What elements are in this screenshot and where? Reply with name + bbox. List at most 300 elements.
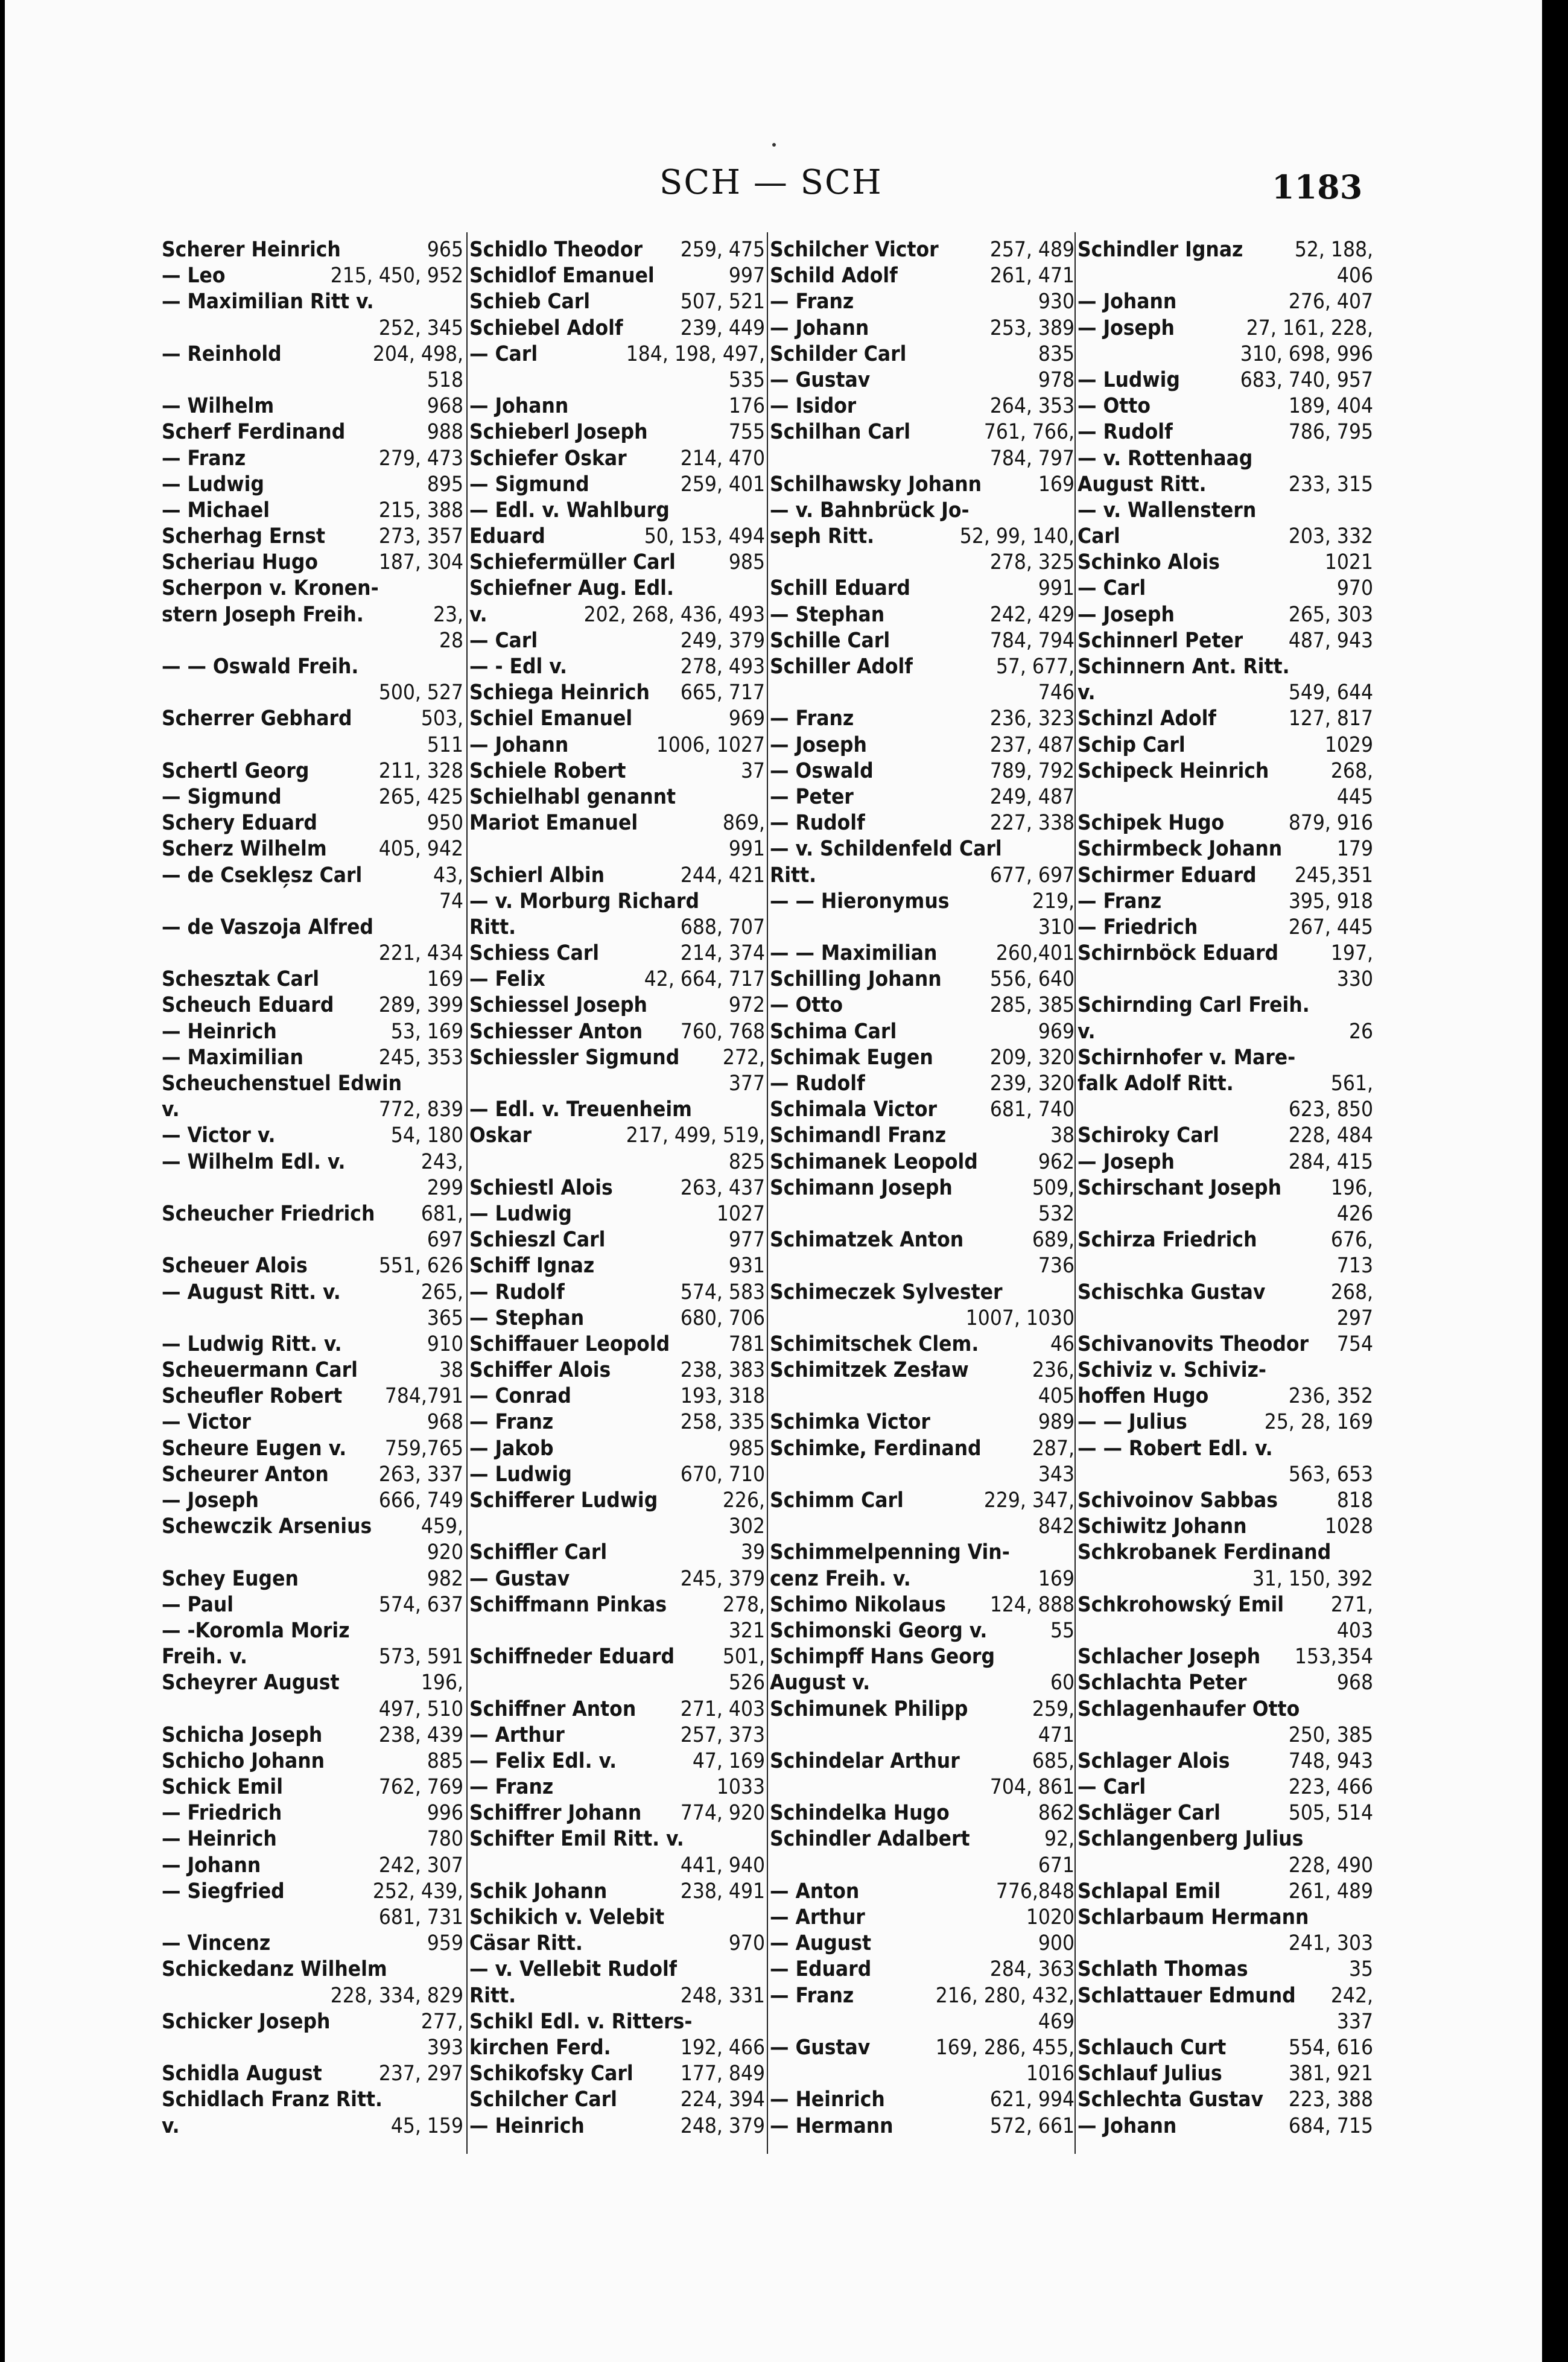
page-references: 248, 331 [680,1983,765,2008]
page-references: 273, 357 [378,524,463,549]
index-entry-line [1078,1697,1373,1722]
entry-name: — Carl [469,628,538,653]
index-entry-line [469,1409,765,1435]
entry-name: Scheucher Friedrich [162,1201,375,1226]
index-entry-line [770,654,1074,680]
index-entry-line [162,1618,463,1644]
page-references: 991 [728,837,765,862]
entry-name: — August [770,1931,872,1956]
index-entry-line [162,289,463,315]
entry-name: — de Csekle̗sz Carl [162,863,363,887]
entry-name: Schimmelpenning Vin- [770,1540,1010,1565]
page-references: 261, 489 [1288,1879,1373,1903]
page-references: 271, [1330,1592,1373,1617]
index-entry-line [770,1905,1074,1931]
entry-name: — Rudolf [770,1071,865,1096]
index-entry-line [469,1540,765,1566]
page-references: 685, [1032,1748,1074,1773]
index-entry-line [1078,1149,1373,1175]
entry-name: Ritt. [469,1983,516,2008]
entry-name: Schidlo Theodor [469,238,643,262]
index-entry-line [162,1748,463,1774]
page-references: 760, 768 [680,1019,765,1044]
entry-name: Schinnern Ant. Ritt. [1078,655,1290,679]
entry-name: Mariot Emanuel [469,811,638,836]
index-entry-line [469,2061,765,2087]
entry-name: — Carl [1078,576,1146,601]
index-entry-line [469,1149,765,1175]
page-references: 1029 [1324,732,1373,757]
page-references: 554, 616 [1288,2035,1373,2060]
entry-name: Schivanovits Theodor [1078,1332,1309,1356]
entry-name: Schilling Johann [770,967,942,992]
page-references: 968 [1336,1671,1373,1695]
entry-name: Schewczik Arsenius [162,1514,372,1539]
index-column-4 [1078,237,1373,2139]
entry-name: Schimonski Georg v. [770,1618,988,1643]
entry-name: — Joseph [1078,316,1175,340]
index-entry-line [1078,2113,1373,2139]
index-entry-line [1078,2035,1373,2061]
index-entry-line [1078,1097,1373,1123]
entry-name: Schimala Victor [770,1097,938,1122]
entry-name: Schiffner Anton [469,1697,636,1721]
index-entry-line [1078,1280,1373,1306]
entry-name: v. [469,602,487,627]
index-entry-line [1078,524,1373,550]
index-entry-line [1078,1306,1373,1332]
index-entry-line [1078,1644,1373,1670]
entry-name: Schild Adolf [770,264,898,288]
entry-name: v. [162,1097,180,1122]
page-references: 297 [1336,1306,1373,1330]
page-references: 776,848 [995,1879,1074,1903]
entry-name: Cäsar Ritt. [469,1931,583,1956]
index-entry-line [770,1879,1074,1905]
page-references: 507, 521 [680,290,765,314]
page-references: 169 [1038,1566,1074,1591]
index-entry-line [1078,498,1373,524]
index-entry-line [770,341,1074,367]
entry-name: — Maximilian Ritt v. [162,290,374,314]
entry-name: — v. Wallenstern [1078,498,1257,522]
index-entry-line [469,628,765,654]
entry-name: — — Oswald Freih. [162,655,359,679]
page-references: 818 [1336,1488,1373,1513]
entry-name: Schirnböck Eduard [1078,941,1279,966]
index-entry-line [1078,992,1373,1018]
index-entry-line [770,915,1074,941]
index-entry-line [770,1566,1074,1592]
index-entry-line [162,472,463,498]
index-entry-line [1078,810,1373,836]
page-references: 965 [427,238,463,262]
entry-name: Schinzl Adolf [1078,706,1217,731]
index-entry-line [770,758,1074,784]
page-references: 289, 399 [378,993,463,1018]
index-entry-line [162,1774,463,1800]
index-entry-line [162,237,463,263]
entry-name: Schiller Adolf [770,655,913,679]
index-entry-line [1078,784,1373,810]
index-entry-line [770,1748,1074,1774]
page-references: 31, 150, 392 [1252,1566,1373,1591]
page-references: 53, 169 [390,1019,463,1044]
index-entry-line [1078,967,1373,992]
index-entry-line [1078,680,1373,706]
entry-name: — Franz [162,446,246,471]
page-references: 985 [728,1436,765,1461]
entry-name: — Edl. v. Wahlburg [469,498,670,522]
page-references: 249, 487 [989,784,1074,809]
entry-name: Schill Eduard [770,576,910,601]
entry-name: — Joseph [770,732,867,757]
index-entry-line [469,1618,765,1644]
index-entry-line [162,1931,463,1957]
page-references: 277, [421,2009,463,2034]
page-references: 968 [427,394,463,419]
index-entry-line [162,2113,463,2139]
entry-name: Schikl Edl. v. Ritters- [469,2009,693,2034]
page-references: 511 [427,732,463,757]
page-references: 680, 706 [680,1306,765,1330]
index-entry-line [162,550,463,576]
page-references: 214, 374 [680,941,765,966]
page-references: 789, 792 [989,758,1074,783]
entry-name: Schilcher Carl [469,2087,617,2112]
entry-name: — Carl [469,341,538,366]
index-entry-line [1078,1957,1373,1983]
index-entry-line [1078,1253,1373,1279]
page-references: 931 [728,1254,765,1278]
entry-name: Schik Johann [469,1879,608,1903]
page-references: 238, 491 [680,1879,765,1903]
entry-name: Schiebel Adolf [469,316,623,340]
entry-name: Schlauch Curt [1078,2035,1227,2060]
page-references: 405 [1038,1384,1074,1409]
page-references: 969 [1038,1019,1074,1044]
index-entry-line [770,393,1074,419]
entry-name: Schimunek Philipp [770,1697,968,1721]
index-entry-line [162,1905,463,1931]
index-entry-line [770,1722,1074,1748]
entry-name: Schimanek Leopold [770,1149,978,1174]
entry-name: Schiroky Carl [1078,1123,1219,1148]
index-entry-line [1078,550,1373,576]
index-entry-line [1078,1201,1373,1227]
entry-name: — Sigmund [162,784,282,809]
index-entry-line [770,1383,1074,1409]
entry-name: — — Julius [1078,1410,1187,1435]
entry-name: Schey Eugen [162,1566,299,1591]
entry-name: Scheuch Eduard [162,993,334,1018]
index-entry-line [469,1071,765,1097]
entry-name: — Anton [770,1879,860,1903]
entry-name: Scherhag Ernst [162,524,326,549]
page-references: 228, 490 [1288,1853,1373,1878]
page-references: 239, 449 [680,316,765,340]
page-references: 23, [433,602,463,627]
entry-name: — de Vaszoja Alfred [162,915,373,939]
page-references: 666, 749 [378,1488,463,1513]
index-entry-line [469,524,765,550]
page-references: 226, [722,1488,765,1513]
index-entry-line [162,1383,463,1409]
page-references: 237, 487 [989,732,1074,757]
entry-name: Schiesser Anton [469,1019,643,1044]
index-entry-line [469,992,765,1018]
entry-name: — v. Rottenhaag [1078,446,1253,471]
index-entry-line [1078,1826,1373,1852]
index-entry-line [770,2009,1074,2035]
entry-name: Schesztak Carl [162,967,320,992]
entry-name: Schimak Eugen [770,1045,933,1070]
page-references: 153,354 [1294,1645,1373,1669]
index-entry-line [1078,1983,1373,2009]
page-references: 227, 338 [989,811,1074,836]
index-entry-line [469,1201,765,1227]
entry-name: Eduard [469,524,545,549]
index-entry-line [162,810,463,836]
page-references: 991 [1038,576,1074,601]
index-entry-line [770,1826,1074,1852]
page-references: 713 [1336,1254,1373,1278]
page-references: 405, 942 [378,837,463,862]
index-entry-line [1078,576,1373,602]
page-references: 203, 332 [1288,524,1373,549]
entry-name: Scherf Ferdinand [162,420,346,445]
entry-name: Schipek Hugo [1078,811,1225,836]
entry-name: Schinnerl Peter [1078,628,1243,653]
index-entry-line [469,1514,765,1540]
page-references: 229, 347, [983,1488,1074,1513]
index-entry-line [469,680,765,706]
page-references: 209, 320 [989,1045,1074,1070]
entry-name: hoffen Hugo [1078,1384,1209,1409]
index-entry-line [162,1957,463,1983]
entry-name: — Heinrich [770,2087,885,2112]
entry-name: — Franz [469,1775,554,1800]
page-references: 930 [1038,290,1074,314]
index-entry-line [770,967,1074,992]
page-references: 169 [1038,472,1074,497]
index-entry-line [770,1514,1074,1540]
page-references: 688, 707 [680,915,765,939]
page-references: 681, 740 [989,1097,1074,1122]
index-entry-line [1078,706,1373,732]
index-entry-line [770,1853,1074,1879]
entry-name: Schlagenhaufer Otto [1078,1697,1300,1721]
index-entry-line [469,341,765,367]
index-entry-line [770,1201,1074,1227]
page-references: 879, 916 [1288,811,1373,836]
page-references: 441, 940 [680,1853,765,1878]
entry-name: Schkrobanek Ferdinand [1078,1540,1332,1565]
page-references: 169, 286, 455, [935,2035,1074,2060]
entry-name: Scheuer Alois [162,1254,308,1278]
entry-name: seph Ritt. [770,524,875,549]
page-references: 245, 379 [680,1566,765,1591]
index-entry-line [162,967,463,992]
entry-name: — Sigmund [469,472,589,497]
page-references: 1016 [1026,2062,1074,2086]
entry-name: — Victor v. [162,1123,276,1148]
entry-name: — Franz [770,290,854,314]
page-references: 689, [1032,1228,1074,1252]
entry-name: August Ritt. [1078,472,1207,497]
entry-name: Schirschant Joseph [1078,1175,1282,1200]
page-references: 393 [427,2035,463,2060]
entry-name: Schiviz v. Schiviz- [1078,1358,1266,1383]
page-references: 784,791 [384,1384,463,1409]
index-entry-line [770,1149,1074,1175]
index-entry-line [162,2061,463,2087]
index-entry-line [1078,289,1373,315]
index-entry-line [1078,2061,1373,2087]
entry-name: Scheuermann Carl [162,1358,358,1383]
page-references: 189, 404 [1288,394,1373,419]
index-entry-line [162,446,463,472]
page-references: 487, 943 [1288,628,1373,653]
index-entry-line [469,1826,765,1852]
page-references: 972 [728,993,765,1018]
page-references: 243, [421,1149,463,1174]
index-entry-line [469,1774,765,1800]
entry-name: — Rudolf [770,811,865,836]
index-entry-line [162,1722,463,1748]
entry-name: — Felix Edl. v. [469,1748,617,1773]
index-entry-line [162,419,463,445]
entry-name: Schiefner Aug. Edl. [469,576,674,601]
column-divider [1074,232,1076,2154]
page-references: 278, 325 [989,550,1074,575]
index-entry-line [162,393,463,419]
index-entry-line [770,1175,1074,1201]
entry-name: — Wilhelm Edl. v. [162,1149,346,1174]
index-entry-line [469,1697,765,1722]
entry-name: — Gustav [469,1566,570,1591]
entry-name: cenz Freih. v. [770,1566,911,1591]
page-references: 52, 99, 140, [959,524,1074,549]
index-entry-line [469,2087,765,2113]
entry-name: Schilcher Victor [770,238,939,262]
page-references: 271, 403 [680,1697,765,1721]
entry-name: Schimitzek Zesław [770,1358,969,1383]
page-references: 217, 499, 519, [626,1123,765,1148]
page-references: 279, 473 [378,446,463,471]
index-entry-line [469,836,765,862]
page-references: 242, 307 [378,1853,463,1878]
page-references: 704, 861 [989,1775,1074,1800]
index-entry-line [770,1697,1074,1722]
page-references: 989 [1038,1410,1074,1435]
page-references: 321 [728,1618,765,1643]
print-speck [772,143,776,147]
entry-name: Schiffler Carl [469,1540,608,1565]
page-references: 518 [427,367,463,392]
page-references: 228, 334, 829 [330,1983,463,2008]
page-references: 204, 498, [372,341,463,366]
entry-name: Schlath Thomas [1078,1957,1248,1982]
index-entry-line [162,2087,463,2113]
page-references: 242, 429 [989,602,1074,627]
page-references: 762, 769 [378,1775,463,1800]
index-entry-line [1078,1462,1373,1488]
index-entry-line [1078,237,1373,263]
index-entry-line [162,1306,463,1332]
index-entry-line [162,758,463,784]
index-entry-line [1078,341,1373,367]
entry-name: Freih. v. [162,1645,247,1669]
index-entry-line [162,863,463,889]
entry-name: — Felix [469,967,545,992]
page-references: 233, 315 [1288,472,1373,497]
index-entry-line [770,602,1074,628]
index-entry-line [770,836,1074,862]
index-entry-line [1078,472,1373,498]
index-entry-line [1078,602,1373,628]
index-entry-line [770,524,1074,550]
entry-name: Schikofsky Carl [469,2062,633,2086]
page-references: 169 [427,967,463,992]
page-references: 683, 740, 957 [1240,367,1373,392]
index-entry-line [162,1853,463,1879]
page-references: 786, 795 [1288,420,1373,445]
index-entry-line [162,341,463,367]
page-references: 47, 169 [692,1748,765,1773]
entry-name: Schimke, Ferdinand [770,1436,982,1461]
entry-name: Schiefermüller Carl [469,550,676,575]
index-entry-line [469,915,765,941]
index-entry-line [469,1045,765,1071]
index-entry-line [162,367,463,393]
page-references: 377 [728,1071,765,1096]
index-entry-line [162,1644,463,1670]
page-references: 503, [421,706,463,731]
entry-name: Schlacher Joseph [1078,1645,1261,1669]
index-entry-line [770,680,1074,706]
index-entry-line [162,1826,463,1852]
index-entry-line [469,1800,765,1826]
entry-name: — Franz [1078,889,1162,913]
entry-name: Schifferer Ludwig [469,1488,658,1513]
index-entry-line [770,2087,1074,2113]
index-entry-line [469,1488,765,1514]
index-entry-line [162,1566,463,1592]
entry-name: Schläger Carl [1078,1801,1220,1826]
page-references: 38 [439,1358,463,1383]
page-references: 561, [1330,1071,1373,1096]
page-references: 426 [1336,1201,1373,1226]
index-entry-line [469,1957,765,1983]
index-entry-line [770,1774,1074,1800]
entry-name: — Conrad [469,1384,571,1409]
index-entry-line [162,680,463,706]
index-entry-line [1078,1618,1373,1644]
page-references: 228, 484 [1288,1123,1373,1148]
index-entry-line [1078,628,1373,654]
entry-name: Schieberl Joseph [469,420,648,445]
index-entry-line [1078,1488,1373,1514]
entry-name: Scherrer Gebhard [162,706,352,731]
entry-name: Schiffrer Johann [469,1801,642,1826]
page-references: 996 [427,1801,463,1826]
page-references: 406 [1336,264,1373,288]
entry-name: Ritt. [770,863,817,887]
page-references: 761, 766, [983,420,1074,445]
index-entry-line [162,628,463,654]
page-references: 842 [1038,1514,1074,1539]
